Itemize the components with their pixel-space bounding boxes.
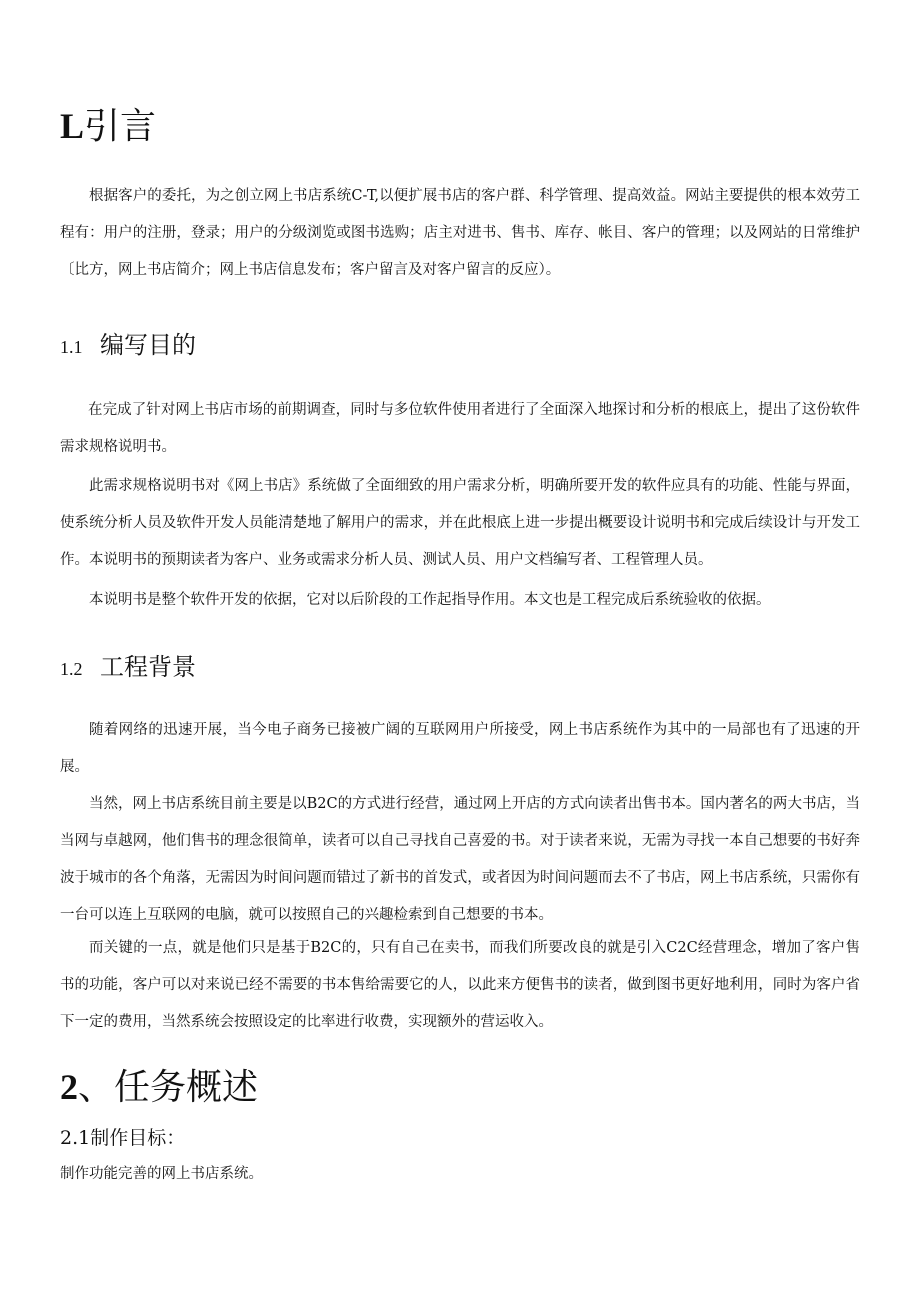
heading-title: 引言 — [84, 106, 157, 147]
heading-number: 1.1 — [60, 337, 83, 357]
background-paragraph-2: 当然，网上书店系统目前主要是以B2C的方式进行经营，通过网上开店的方式向读者出售书本。国内著名的两大书店，当当网与卓越网，他们售书的理念很简单，读者可以自己寻找自己喜爱的书。对于读者来说，无需为寻找一本自己想要的书好奔波于城市的各个角落，无需因为时间问题而错过了新书的首发式，或者因为时间问题而去不了书店，网上书店系统，只需你有一台可以连上互联网的电脑，就可以按照自己的兴趣检索到自己想要的书本。 — [60, 796, 860, 923]
purpose-paragraph-2: 此需求规格说明书对《网上书店》系统做了全面细致的用户需求分析，明确所要开发的软件应具有的功能、性能与界面，使系统分析人员及软件开发人员能清楚地了解用户的需求，并在此根底上进一步提出概要设计说明书和完成后续设计与开发工作。本说明书的预期读者为客户、业务或需求分析人员、测试人员、用户文档编写者、工程管理人员。 — [60, 478, 860, 568]
heading-title: 任务概述 — [114, 1067, 259, 1108]
heading-introduction — [60, 106, 156, 147]
background-paragraph-1: 随着网络的迅速开展，当今电子商务已接被广阔的互联网用户所接受，网上书店系统作为其中的一局部也有了迅速的开展。 — [60, 722, 860, 775]
heading-number: L — [60, 106, 85, 146]
heading-title: 编写目的 — [100, 331, 196, 359]
heading-separator: 、 — [78, 1067, 115, 1108]
heading-task-overview — [60, 1067, 258, 1108]
purpose-paragraph-3: 本说明书是整个软件开发的依据，它对以后阶段的工作起指导作用。本文也是工程完成后系统验收的依据。 — [89, 592, 771, 608]
heading-background — [60, 652, 196, 684]
goal-paragraph: 制作功能完善的网上书店系统。 — [60, 1166, 263, 1182]
heading-title: 工程背景 — [100, 653, 196, 681]
background-paragraph-3: 而关键的一点，就是他们只是基于B2C的，只有自己在卖书，而我们所要改良的就是引入C2C经营理念，增加了客户售书的功能，客户可以对来说已经不需要的书本售给需要它的人，以此来方便售书的读者，做到图书更好地利用，同时为客户省下一定的费用，当然系统会按照设定的比率进行收费，实现额外的营运收入。 — [60, 940, 860, 1030]
heading-goal: 2.1制作目标： — [60, 1127, 186, 1149]
heading-number: 1.2 — [60, 659, 83, 679]
intro-paragraph: 根据客户的委托，为之创立网上书店系统C-T,以便扩展书店的客户群、科学管理、提高效益。网站主要提供的根本效劳工程有：用户的注册，登录；用户的分级浏览或图书选购；店主对进书、售书、库存、帐目、客户的管理；以及网站的日常维护〔比方，网上书店简介；网上书店信息发布；客户留言及对客户留言的反应）。 — [60, 188, 860, 278]
heading-purpose — [60, 330, 196, 362]
purpose-paragraph-1: 在完成了针对网上书店市场的前期调查，同时与多位软件使用者进行了全面深入地探讨和分析的根底上，提出了这份软件需求规格说明书。 — [60, 402, 860, 455]
heading-number: 2 — [60, 1067, 78, 1107]
